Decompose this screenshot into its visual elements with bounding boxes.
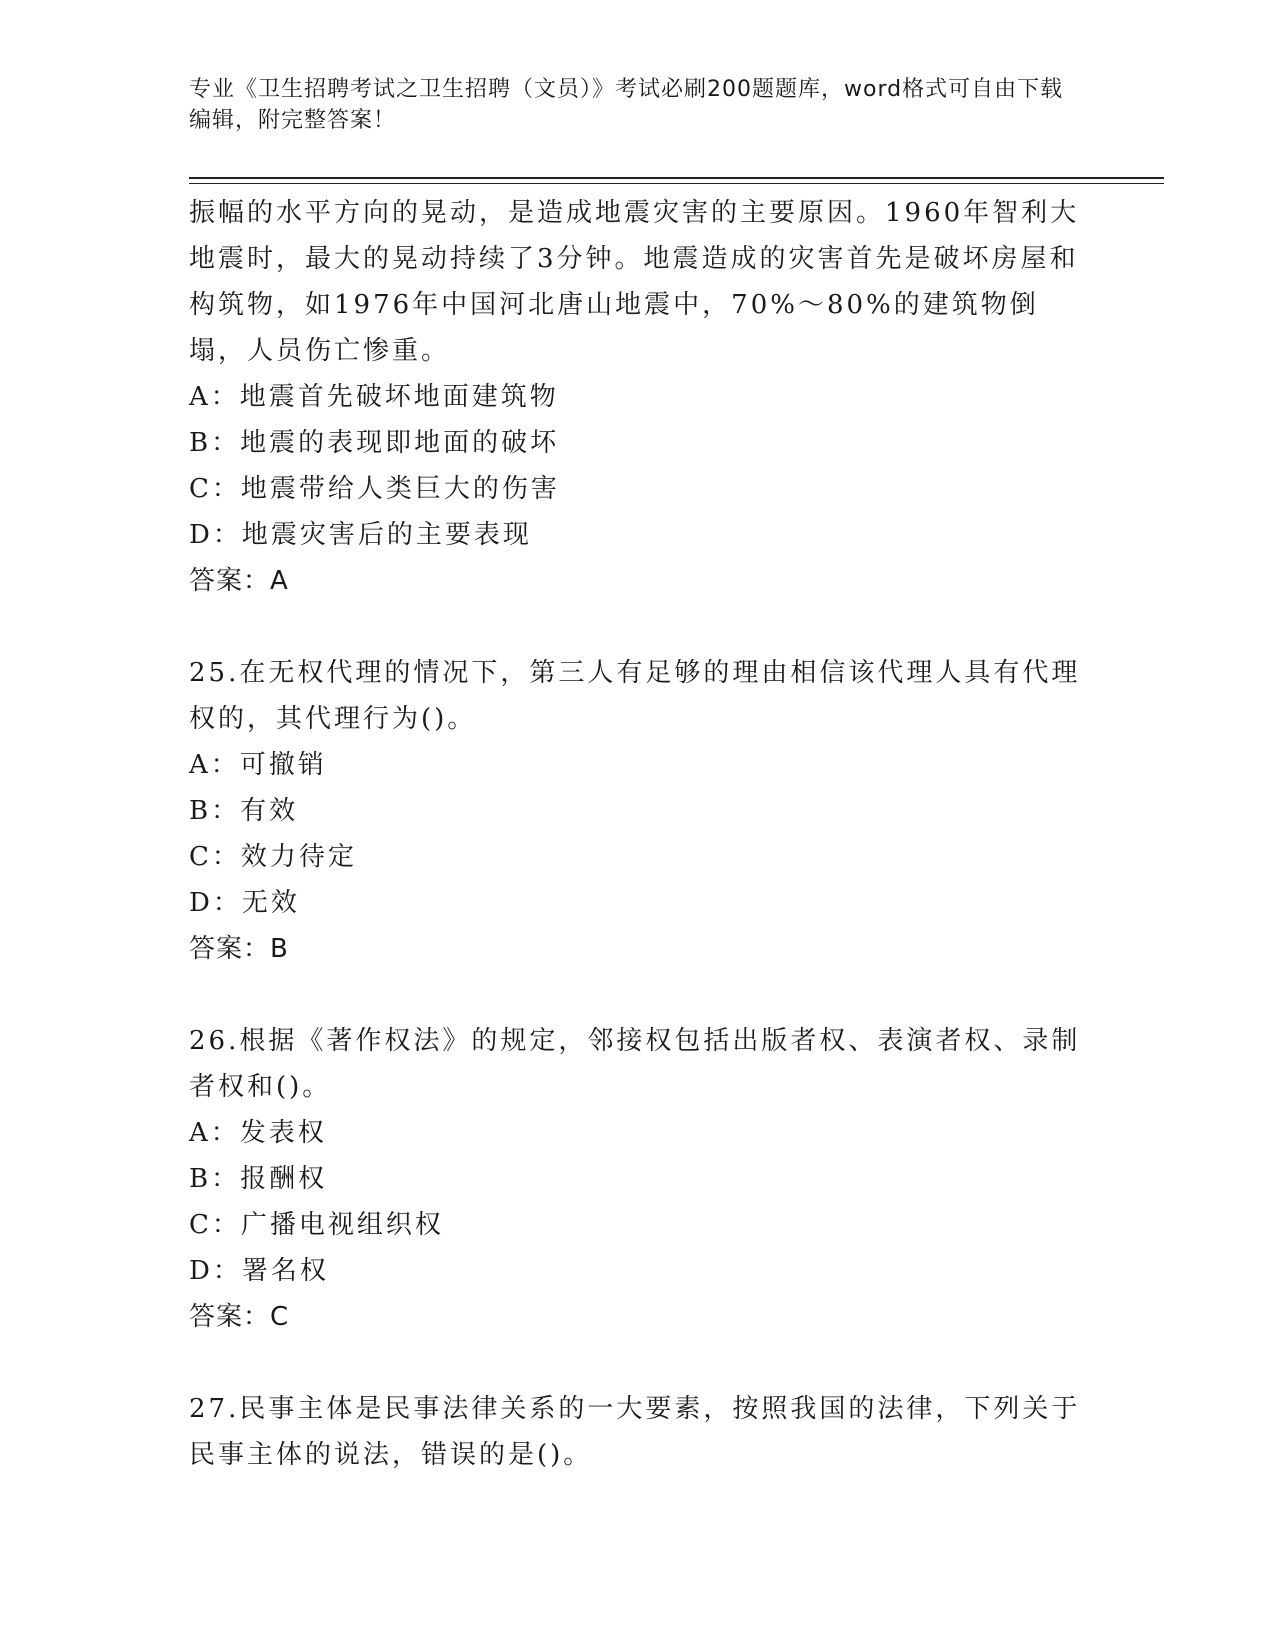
question-block-24 (189, 190, 1089, 604)
option-c: C：广播电视组织权 (189, 1210, 444, 1240)
spacer (189, 604, 1089, 650)
answer-line: 答案：B (189, 934, 289, 964)
option-a: A：发表权 (189, 1118, 327, 1148)
header-divider-thin (189, 183, 1164, 184)
question-block-26 (189, 1018, 1089, 1340)
option-a: A：地震首先破坏地面建筑物 (189, 382, 559, 412)
answer-line: 答案：C (189, 1302, 290, 1332)
option-b: B：报酬权 (189, 1164, 328, 1194)
option-d: D：署名权 (189, 1256, 329, 1286)
question-text: 25.在无权代理的情况下，第三人有足够的理由相信该代理人具有代理权的，其代理行为()。 (189, 658, 1081, 734)
option-b: B：有效 (189, 796, 299, 826)
option-d: D：无效 (189, 888, 300, 918)
option-a: A：可撤销 (189, 750, 327, 780)
header-divider-thick (189, 177, 1164, 179)
document-header: 专业《卫生招聘考试之卫生招聘（文员）》考试必刷200题题库，word格式可自由下载编辑，附完整答案！ (189, 77, 1064, 133)
spacer (189, 1340, 1089, 1386)
question-text: 振幅的水平方向的晃动，是造成地震灾害的主要原因。1960年智利大地震时，最大的晃动持续了3分钟。地震造成的灾害首先是破坏房屋和构筑物，如1976年中国河北唐山地震中，70%～80%的建筑物倒塌，人员伤亡惨重。 (189, 198, 1080, 366)
answer-line: 答案：A (189, 566, 289, 596)
option-c: C：地震带给人类巨大的伤害 (189, 474, 560, 504)
question-block-25 (189, 650, 1089, 972)
question-text: 27.民事主体是民事法律关系的一大要素，按照我国的法律，下列关于民事主体的说法，错误的是()。 (189, 1394, 1081, 1470)
option-d: D：地震灾害后的主要表现 (189, 520, 532, 550)
question-text: 26.根据《著作权法》的规定，邻接权包括出版者权、表演者权、录制者权和()。 (189, 1026, 1081, 1102)
option-c: C：效力待定 (189, 842, 357, 872)
question-block-27 (189, 1386, 1089, 1478)
document-body (189, 190, 1089, 1478)
option-b: B：地震的表现即地面的破坏 (189, 428, 560, 458)
spacer (189, 972, 1089, 1018)
